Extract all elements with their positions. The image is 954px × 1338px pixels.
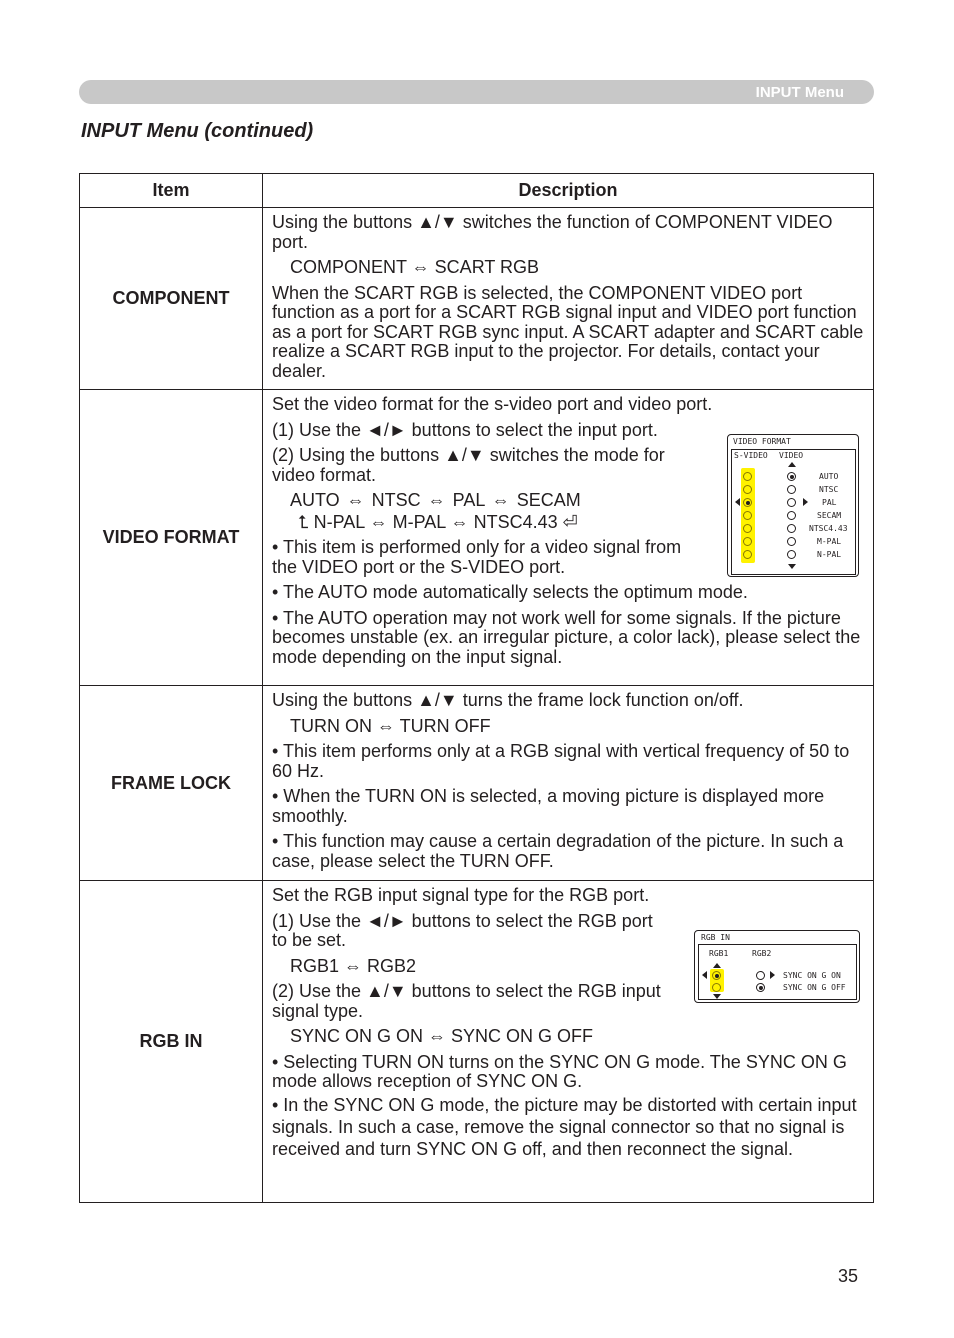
video-format-modes-1: AUTO ⇔ NTSC ⇔ PAL ⇔ SECAM xyxy=(290,490,581,510)
description-component xyxy=(263,208,874,390)
osd-col-rgb1: RGB1 xyxy=(709,949,729,958)
component-text-2: When the SCART RGB is selected, the COMPONENT VIDEO port function as a port for a SCART RGB signal input and VIDEO port function as a port for SCART RGB sync input. A SCART adapter and SCART cable realize a SCART RGB input to the projector. For details, contact your dealer. xyxy=(272,282,864,381)
osd-radio-icon xyxy=(787,550,796,559)
section-label: INPUT Menu xyxy=(755,84,844,101)
osd-title: RGB IN xyxy=(701,933,730,942)
description-video-format xyxy=(263,390,874,686)
rgb-in-osd-illustration xyxy=(694,930,860,1003)
osd-left-arrow-icon xyxy=(702,971,707,979)
item-video-format: VIDEO FORMAT xyxy=(80,390,263,686)
osd-radio-selected-icon xyxy=(787,472,796,481)
osd-col-rgb2: RGB2 xyxy=(752,949,772,958)
video-format-note-1: • This item is performed only for a video signal from the VIDEO port or the S-VIDEO port. xyxy=(272,537,682,577)
osd-mode-label: SYNC ON G ON xyxy=(783,971,841,980)
osd-radio-selected-icon xyxy=(756,983,765,992)
frame-lock-note-1: • This item performs only at a RGB signal with vertical frequency of 50 to 60 Hz. xyxy=(272,741,850,781)
video-format-modes-2: ⮤ N-PAL ⇔ M-PAL ⇔ NTSC4.43 ⏎ xyxy=(298,511,578,532)
osd-left-arrow-icon xyxy=(735,498,740,506)
osd-mode-label: NTSC xyxy=(819,485,839,494)
osd-title: VIDEO FORMAT xyxy=(733,437,791,446)
table-row-frame-lock xyxy=(80,686,874,881)
item-component: COMPONENT xyxy=(80,208,263,390)
table-row-rgb-in xyxy=(80,881,874,1203)
rgb-in-text-1: Set the RGB input signal type for the RGB port. xyxy=(272,885,650,905)
frame-lock-note-3: • This function may cause a certain degradation of the picture. In such a case, please select the TURN OFF. xyxy=(272,831,844,871)
rgb-in-note-2: • In the SYNC ON G mode, the picture may be distorted with certain input signals. In such a case, remove the signal connector so that no signal is received and turn SYNC ON G off, and then reconnect the signal. xyxy=(272,1094,857,1159)
osd-down-arrow-icon xyxy=(713,994,721,999)
page-number: 35 xyxy=(838,1266,859,1286)
frame-lock-options: TURN ON ⇔ TURN OFF xyxy=(290,715,491,736)
component-text-1: Using the buttons ▲/▼ switches the function of COMPONENT VIDEO port. xyxy=(272,212,833,252)
osd-right-arrow-icon xyxy=(770,971,775,979)
table-row-video-format xyxy=(80,390,874,686)
video-format-step-2: (2) Using the buttons ▲/▼ switches the mode for video format. xyxy=(272,445,665,485)
osd-radio-icon xyxy=(743,550,752,559)
rgb-in-step-2: (2) Use the ▲/▼ buttons to select the RGB input signal type. xyxy=(272,981,661,1021)
table-row-component xyxy=(80,208,874,390)
osd-right-arrow-icon xyxy=(803,498,808,506)
video-format-step-1: (1) Use the ◄/► buttons to select the input port. xyxy=(272,419,658,440)
frame-lock-note-2: • When the TURN ON is selected, a moving picture is displayed more smoothly. xyxy=(272,786,825,826)
rgb-in-note-1: • Selecting TURN ON turns on the SYNC ON G mode. The SYNC ON G mode allows reception of SYNC ON G. xyxy=(272,1051,847,1091)
osd-radio-icon xyxy=(756,971,765,980)
description-frame-lock xyxy=(263,686,874,881)
rgb-in-options-2: SYNC ON G ON ⇔ SYNC ON G OFF xyxy=(290,1026,594,1046)
osd-mode-label: SECAM xyxy=(817,511,842,520)
rgb-in-step-1: (1) Use the ◄/► buttons to select the RGB port to be set. xyxy=(272,910,653,950)
description-rgb-in xyxy=(263,881,874,1203)
osd-radio-icon xyxy=(743,537,752,546)
osd-up-arrow-icon xyxy=(713,963,721,968)
osd-mode-label: SYNC ON G OFF xyxy=(783,983,846,992)
osd-radio-icon xyxy=(787,537,796,546)
column-header-item: Item xyxy=(80,174,263,208)
video-format-osd-illustration xyxy=(727,434,859,577)
video-format-note-3: • The AUTO operation may not work well for some signals. If the picture becomes unstable (ex. an irregular picture, a color lack), please select the mode depending on the input signal. xyxy=(272,607,861,667)
page-title: INPUT Menu (continued) xyxy=(81,120,314,142)
osd-mode-label: PAL xyxy=(822,498,837,507)
osd-radio-icon xyxy=(787,498,796,507)
osd-down-arrow-icon xyxy=(788,564,796,569)
osd-radio-icon xyxy=(787,524,796,533)
osd-radio-icon xyxy=(787,511,796,520)
osd-radio-selected-icon xyxy=(712,971,721,980)
osd-radio-icon xyxy=(743,511,752,520)
input-menu-table xyxy=(79,173,874,1203)
osd-mode-label: NTSC4.43 xyxy=(809,524,848,533)
osd-radio-icon xyxy=(787,485,796,494)
section-header-bar xyxy=(79,80,874,104)
column-header-description: Description xyxy=(263,174,874,208)
item-rgb-in: RGB IN xyxy=(80,881,263,1203)
video-format-text-1: Set the video format for the s-video port and video port. xyxy=(272,394,713,414)
osd-radio-icon xyxy=(743,472,752,481)
osd-mode-label: N-PAL xyxy=(817,550,842,559)
osd-col-video: VIDEO xyxy=(779,451,804,460)
osd-mode-label: AUTO xyxy=(819,472,839,481)
rgb-in-options-1: RGB1 ⇔ RGB2 xyxy=(290,955,417,976)
osd-radio-selected-icon xyxy=(743,498,752,507)
osd-radio-icon xyxy=(712,983,721,992)
component-options: COMPONENT ⇔ SCART RGB xyxy=(290,257,540,277)
osd-col-svideo: S-VIDEO xyxy=(734,451,768,460)
osd-mode-label: M-PAL xyxy=(817,537,842,546)
item-frame-lock: FRAME LOCK xyxy=(80,686,263,881)
frame-lock-text-1: Using the buttons ▲/▼ turns the frame lock function on/off. xyxy=(272,690,744,710)
osd-up-arrow-icon xyxy=(788,462,796,467)
video-format-note-2: • The AUTO mode automatically selects the optimum mode. xyxy=(272,582,748,602)
table-header-row xyxy=(80,174,874,208)
osd-radio-icon xyxy=(743,485,752,494)
osd-radio-icon xyxy=(743,524,752,533)
